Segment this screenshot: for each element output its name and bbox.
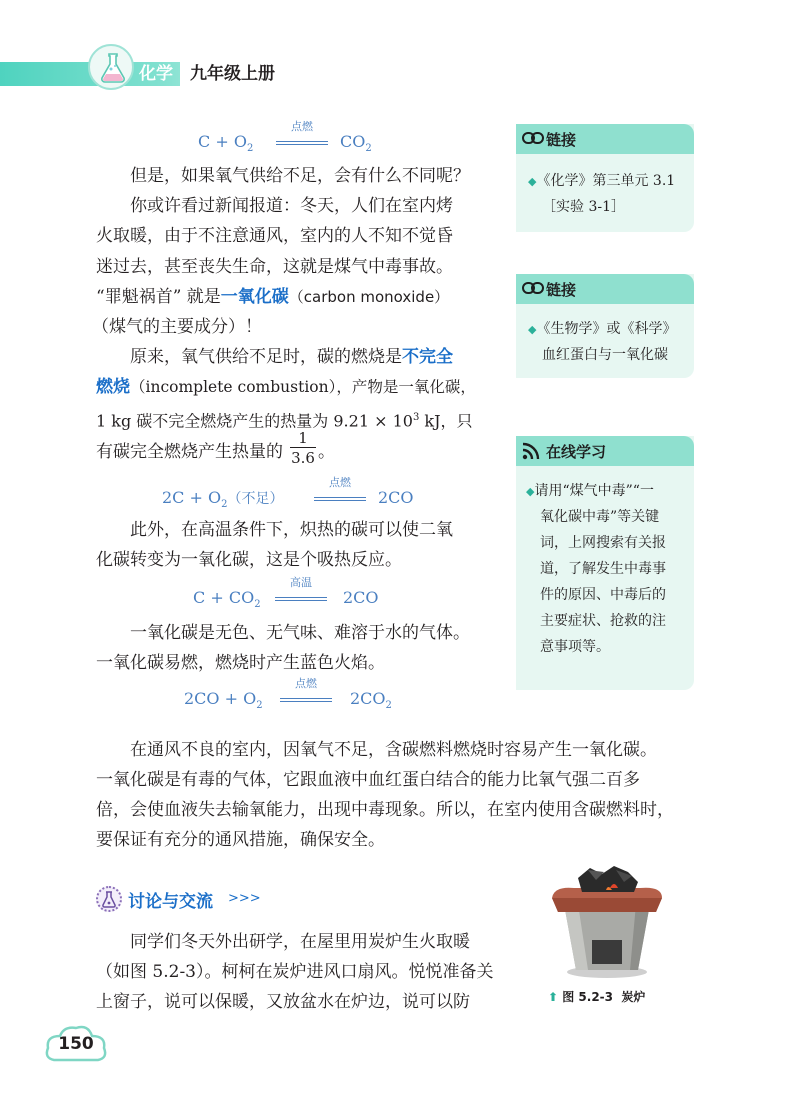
body-text: （incomplete combustion），产物是一氧化碳， xyxy=(130,378,476,396)
diamond-bullet-icon: ◆ xyxy=(528,175,537,188)
online-line: ◆请用“煤气中毒”“一 xyxy=(526,483,654,499)
eq2-right: 2CO xyxy=(378,488,414,507)
eq4-right: 2CO xyxy=(350,689,386,708)
discussion-flask-icon xyxy=(96,886,122,912)
body-line: 有碳完全燃烧产生热量的 xyxy=(96,442,283,462)
equation-carbon-complete-combustion xyxy=(198,120,398,156)
flask-icon xyxy=(88,44,134,90)
eq2-condition: 点燃 xyxy=(329,476,351,489)
online-line: 意事项等。 xyxy=(540,639,610,655)
body-line: 但是，如果氧气供给不足，会有什么不同呢？ xyxy=(130,166,470,186)
discussion-title: 讨论与交流 xyxy=(128,892,213,912)
body-text: （carbon monoxide） xyxy=(288,288,450,306)
page-number: 150 xyxy=(58,1034,94,1054)
paragraph-line: 倍，会使血液失去输氧能力，出现中毒现象。所以，在室内使用含碳燃料时， xyxy=(96,800,674,820)
rss-icon xyxy=(522,442,540,460)
body-text: 1 kg 碳不完全燃烧产生的热量为 9.21 × 10 xyxy=(96,411,413,431)
body-line: 一氧化碳是无色、无气味、难溶于水的气体。 xyxy=(130,623,470,643)
eq3-right: 2CO xyxy=(343,588,379,607)
eq1-left: C + O xyxy=(198,132,247,151)
equation-carbon-incomplete-combustion xyxy=(162,476,422,512)
header-book-title: 九年级上册 xyxy=(180,62,285,86)
sidebar-link-box xyxy=(516,274,694,378)
exponent: 3 xyxy=(412,412,420,423)
body-text: “罪魁祸首” 就是 xyxy=(96,287,221,307)
discussion-line: （如图 5.2-3）。柯柯在炭炉进风口扇风。悦悦准备关 xyxy=(96,962,494,982)
body-line: 迷过去，甚至丧失生命，这就是煤气中毒事故。 xyxy=(96,257,453,277)
online-line: 件的原因、中毒后的 xyxy=(540,587,666,603)
eq3-condition: 高温 xyxy=(290,576,312,589)
body-line: 你或许看过新闻报道：冬天，人们在室内烤 xyxy=(130,196,453,216)
eq4-right-sub: 2 xyxy=(385,700,392,712)
eq1-condition: 点燃 xyxy=(291,120,313,133)
sidebar-link-line[interactable]: 血红蛋白与一氧化碳 xyxy=(542,347,668,363)
body-line: 火取暖，由于不注意通风，室内的人不知不觉昏 xyxy=(96,226,453,246)
sidebar-link-box xyxy=(516,124,694,232)
body-text: kJ，只 xyxy=(419,411,473,431)
eq1-left-sub: 2 xyxy=(246,143,254,155)
sidebar-online-header xyxy=(516,436,694,466)
equation-carbon-dioxide-reduction xyxy=(193,576,393,612)
figure-caption: ⬆ 图 5.2-3 炭炉 xyxy=(548,990,646,1004)
sidebar-online-title: 在线学习 xyxy=(546,443,607,461)
discussion-line: 上窗子，说可以保暖，又放盆水在炉边，说可以防 xyxy=(96,992,470,1012)
body-line xyxy=(96,287,449,308)
eq2-left-sub: 2 xyxy=(221,499,228,511)
fraction-denominator: 3.6 xyxy=(291,449,315,467)
online-line: 词，上网搜索有关报 xyxy=(540,535,666,551)
body-line: 一氧化碳易燃，燃烧时产生蓝色火焰。 xyxy=(96,653,385,673)
eq1-right: CO xyxy=(340,132,366,151)
paragraph-line: 要保证有充分的通风措施，确保安全。 xyxy=(96,830,385,850)
sidebar-online-learning-box xyxy=(516,436,694,690)
eq3-left-sub: 2 xyxy=(254,599,261,611)
sidebar-link-header xyxy=(516,274,694,304)
sidebar-link-line[interactable]: ◆《化学》第三单元 3.1 xyxy=(528,173,676,189)
body-line xyxy=(96,407,473,431)
body-line xyxy=(130,347,453,368)
fraction-numerator: 1 xyxy=(290,430,316,448)
header-subject: 化学 xyxy=(139,64,173,84)
discussion-arrows: >>> xyxy=(228,891,261,906)
online-line: 氧化碳中毒”等关键 xyxy=(540,509,660,525)
equation-carbon-monoxide-combustion xyxy=(184,677,404,713)
sidebar-link-header xyxy=(516,124,694,154)
eq2-left: 2C + O xyxy=(162,488,222,507)
body-line: 化碳转变为一氧化碳，这是个吸热反应。 xyxy=(96,550,402,570)
online-line: 道，了解发生中毒事 xyxy=(540,561,666,577)
sidebar-link-title: 链接 xyxy=(546,131,577,149)
eq4-left: 2CO + O xyxy=(184,689,257,708)
eq3-arrow xyxy=(275,597,327,601)
keyword-carbon-monoxide: 一氧化碳 xyxy=(220,287,289,307)
body-text: 原来，氧气供给不足时，碳的燃烧是 xyxy=(130,347,402,367)
charcoal-stove-image xyxy=(544,862,670,980)
eq1-arrow xyxy=(276,141,328,145)
chain-link-icon xyxy=(522,131,544,145)
paragraph-line: 一氧化碳是有毒的气体，它跟血液中血红蛋白结合的能力比氧气强二百多 xyxy=(96,770,640,790)
sidebar-link-line[interactable]: ◆《生物学》或《科学》 xyxy=(528,321,677,337)
body-line xyxy=(96,377,476,398)
diamond-bullet-icon: ◆ xyxy=(528,323,537,336)
body-line: 此外，在高温条件下，炽热的碳可以使二氧 xyxy=(130,520,453,540)
eq4-condition: 点燃 xyxy=(295,677,317,690)
eq3-left: C + CO xyxy=(193,588,255,607)
eq1-right-sub: 2 xyxy=(365,143,372,155)
body-line: （煤气的主要成分）！ xyxy=(92,317,262,337)
eq4-arrow xyxy=(280,698,332,702)
keyword-combustion: 燃烧 xyxy=(96,377,130,397)
sidebar-link-line[interactable]: ［实验 3-1］ xyxy=(542,199,625,215)
chain-link-icon xyxy=(522,281,544,295)
diamond-bullet-icon: ◆ xyxy=(526,485,535,498)
eq2-note: （不足） xyxy=(227,491,284,507)
eq2-arrow xyxy=(314,497,366,501)
eq4-left-sub: 2 xyxy=(256,700,263,712)
keyword-incomplete: 不完全 xyxy=(402,347,453,367)
body-line: 。 xyxy=(318,442,335,462)
online-line: 主要症状、抢救的注 xyxy=(540,613,666,629)
paragraph-line: 在通风不良的室内，因氧气不足，含碳燃料燃烧时容易产生一氧化碳。 xyxy=(130,740,657,760)
discussion-line: 同学们冬天外出研学，在屋里用炭炉生火取暖 xyxy=(130,932,470,952)
up-arrow-icon: ⬆ xyxy=(548,990,559,1004)
sidebar-link-title: 链接 xyxy=(546,281,577,299)
